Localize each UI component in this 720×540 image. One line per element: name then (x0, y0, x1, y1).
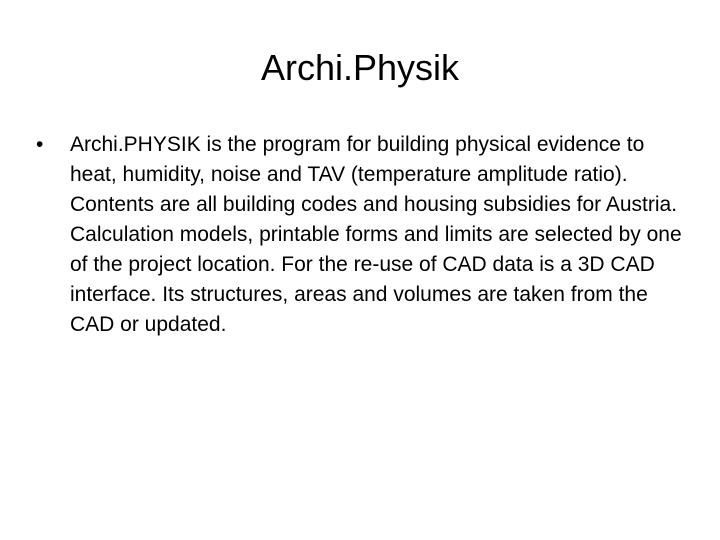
bullet-text: Archi.PHYSIK is the program for building physical evidence to heat, humidity, noise and TAV (temperature amplitude ratio). Contents are all building codes and housing subsidies for Austria. Calculation models, printable forms and limits are selected by one of the project location. For the re-use of CAD data is a 3D CAD interface. Its structures, areas and volumes are taken from the CAD or updated. (70, 133, 682, 336)
bullet-item (36, 130, 684, 340)
bullet-list (36, 130, 684, 340)
bullet-dot-icon: • (36, 133, 44, 156)
slide-title: Archi.Physik (260, 47, 460, 88)
